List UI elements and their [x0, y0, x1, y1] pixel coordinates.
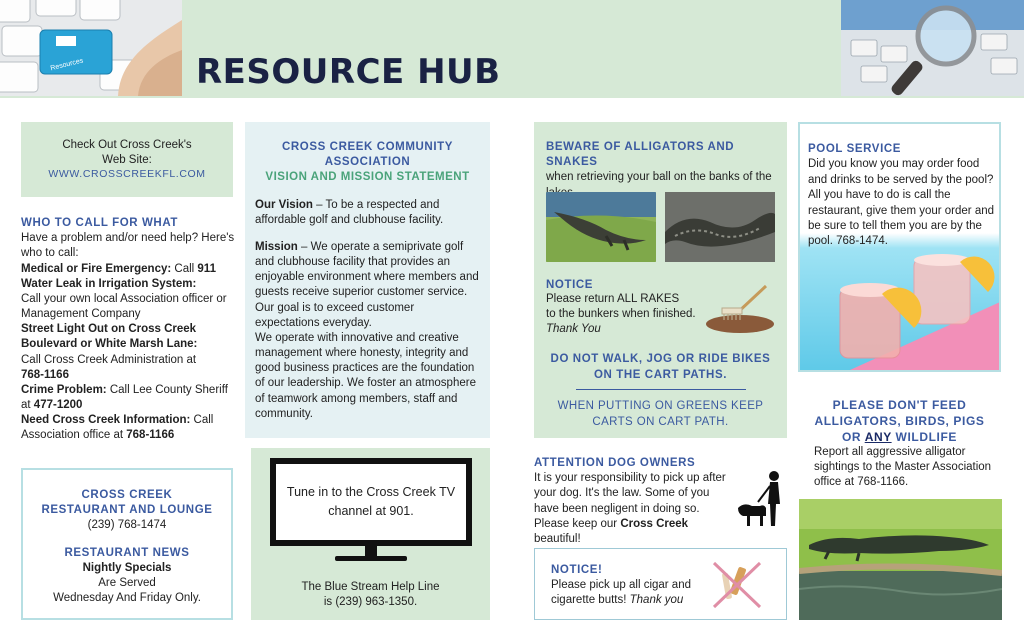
tv-screen-text: Tune in to the Cross Creek TV channel at 901. — [286, 485, 456, 518]
divider — [576, 389, 746, 390]
dog-text-end: beautiful! — [534, 532, 581, 545]
contact-text: Call Lee County Sheriff at — [21, 383, 228, 412]
rakes-thanks: Thank You — [546, 323, 601, 336]
vision-label: Our Vision — [255, 198, 313, 211]
website-line1: Check Out Cross Creek's — [62, 139, 192, 151]
contact-number: 911 — [197, 262, 216, 275]
contact-label: Crime Problem: — [21, 383, 107, 396]
mission-label: Mission — [255, 240, 298, 253]
rakes-line2: to the bunkers when finished. — [546, 308, 696, 321]
dog-text-strong: Cross Creek — [620, 517, 689, 530]
contact-text: Call Association office at — [21, 414, 214, 442]
tv-screen — [270, 458, 472, 546]
dog-owners-text — [534, 471, 734, 547]
cigar-thanks: Thank you — [629, 594, 684, 607]
contact-number: 477-1200 — [33, 399, 83, 412]
pool-text: Did you know you may order food and drinks to be served by the pool? All you have to do is call the restaurant, give them your order and be sure to tell them you are by the pool. 768-1474. — [808, 158, 995, 248]
website-box — [21, 122, 233, 197]
mission-closing: We operate with innovative and creative management where honesty, integrity and good business practices are the foundation of our leadership. We foster an atmosphere of teamwork among members, staff and community. — [255, 331, 476, 420]
vision-mission-box — [245, 122, 490, 438]
header-banner — [0, 0, 1024, 98]
rakes-line1: Please return ALL RAKES — [546, 293, 680, 305]
cigar-notice-box — [534, 548, 787, 620]
pool-service-box — [798, 122, 1001, 372]
cart-path-section — [546, 351, 775, 430]
alligator-heading: BEWARE OF ALLIGATORS AND SNAKES — [546, 141, 735, 169]
mission-text: – We operate a semiprivate golf and clubhouse facility that provides an enjoyable environment where members and guests receive superior customer service. Our goal is to exceed customer expectations everyday. — [255, 240, 479, 329]
alligator-text: when retrieving your ball on the banks of the — [546, 171, 772, 184]
restaurant-phone: (239) 768-1474 — [87, 519, 167, 532]
contact-label: Medical or Fire Emergency: — [21, 262, 172, 275]
magnifier-keyboard-image — [841, 0, 1024, 96]
dog-text: It is your responsibility to pick up after your dog. It's the law. Some of you have been negligent in doing so. Please keep our — [534, 472, 726, 530]
dog-walker-icon — [734, 468, 790, 535]
restaurant-title-line1: CROSS CREEK — [81, 489, 173, 501]
restaurant-title-line2: RESTAURANT AND LOUNGE — [41, 504, 213, 517]
pool-drinks-image — [810, 242, 1000, 372]
wildlife-line3 — [798, 430, 1001, 446]
wildlife-or: OR — [841, 429, 865, 444]
helpline-line2: is (239) 963-1350. — [323, 596, 418, 609]
keyboard-key-label: Resources — [49, 57, 84, 73]
alligator-grass-photo — [799, 499, 1002, 620]
website-line2: Web Site: — [102, 154, 152, 167]
contact-text: Call — [171, 262, 198, 275]
vision-subtitle: VISION AND MISSION STATEMENT — [265, 171, 470, 184]
contact-label: Street Light Out on Cross Creek Boulevard or White Marsh Lane: — [21, 323, 198, 351]
contact-item — [21, 262, 236, 277]
contact-item — [21, 277, 236, 323]
snake-photo — [665, 192, 775, 262]
contact-item — [21, 383, 236, 413]
dog-owners-section — [534, 456, 734, 547]
cigar-notice-text — [551, 578, 701, 608]
page-title: RESOURCE HUB — [196, 52, 501, 92]
helpline — [251, 580, 490, 610]
contact-label: Need Cross Creek Information: — [21, 414, 191, 427]
vision-title-line2: ASSOCIATION — [324, 156, 411, 169]
helpline-line1: The Blue Stream Help Line — [301, 581, 440, 593]
no-smoking-icon — [710, 559, 764, 616]
contact-item — [21, 322, 236, 383]
restaurant-days: Wednesday And Friday Only. — [53, 592, 201, 605]
alligator-photo — [546, 192, 656, 262]
who-to-call-heading: WHO TO CALL FOR WHAT — [21, 217, 179, 229]
restaurant-news-heading: RESTAURANT NEWS — [64, 546, 190, 559]
wildlife-word: WILDLIFE — [891, 429, 957, 444]
cigar-notice-heading: NOTICE! — [551, 564, 603, 576]
contact-label: Water Leak in Irrigation System: — [21, 277, 197, 290]
rake-icon — [704, 284, 776, 339]
contact-text: Call Cross Creek Administration at — [21, 353, 197, 366]
wildlife-line1: PLEASE DON'T FEED — [832, 398, 967, 412]
wildlife-any: ANY — [864, 429, 892, 444]
contact-number: 768-1166 — [126, 429, 175, 442]
wildlife-line2: ALLIGATORS, BIRDS, PIGS — [814, 413, 985, 428]
restaurant-specials: Nightly Specials — [82, 561, 172, 574]
cart-path-greens: WHEN PUTTING ON GREENS KEEP CARTS ON CART PATH. — [557, 400, 764, 429]
mission-statement — [255, 240, 480, 331]
cart-path-warning: DO NOT WALK, JOG OR RIDE BIKES ON THE CART PATHS. — [550, 353, 771, 382]
restaurant-served: Are Served — [98, 576, 156, 589]
tv-stand-neck — [365, 546, 377, 556]
vision-statement — [255, 198, 480, 228]
dog-owners-heading: ATTENTION DOG OWNERS — [534, 457, 696, 469]
rakes-notice — [546, 292, 716, 338]
cigar-text: Please pick up all cigar and cigarette butts! — [551, 579, 691, 607]
alligator-notice-box — [534, 122, 787, 438]
who-to-call-intro: Have a problem and/or need help? Here's who to call: — [21, 232, 235, 260]
pool-heading: POOL SERVICE — [808, 143, 902, 155]
pool-text-block — [808, 142, 998, 250]
tv-stand-base — [335, 556, 407, 561]
restaurant-box — [21, 468, 233, 620]
rakes-notice-heading: NOTICE — [546, 279, 594, 291]
vision-title-line1: CROSS CREEK COMMUNITY — [281, 141, 454, 153]
vision-text: – To be a respected and affordable golf and clubhouse facility. — [255, 198, 444, 226]
wildlife-text: Report all aggressive alligator sightings to the Master Association office at 768-1166. — [814, 446, 992, 489]
tv-box — [251, 448, 490, 620]
wildlife-section — [798, 398, 1001, 445]
website-link[interactable]: WWW.CROSSCREEKFL.COM — [48, 168, 206, 181]
contact-text: Call your own local Association officer or Management Company — [21, 292, 227, 321]
contact-number: 768-1166 — [21, 368, 69, 381]
who-to-call-section — [21, 216, 236, 444]
contact-item — [21, 413, 236, 443]
keyboard-resources-image — [0, 0, 182, 96]
